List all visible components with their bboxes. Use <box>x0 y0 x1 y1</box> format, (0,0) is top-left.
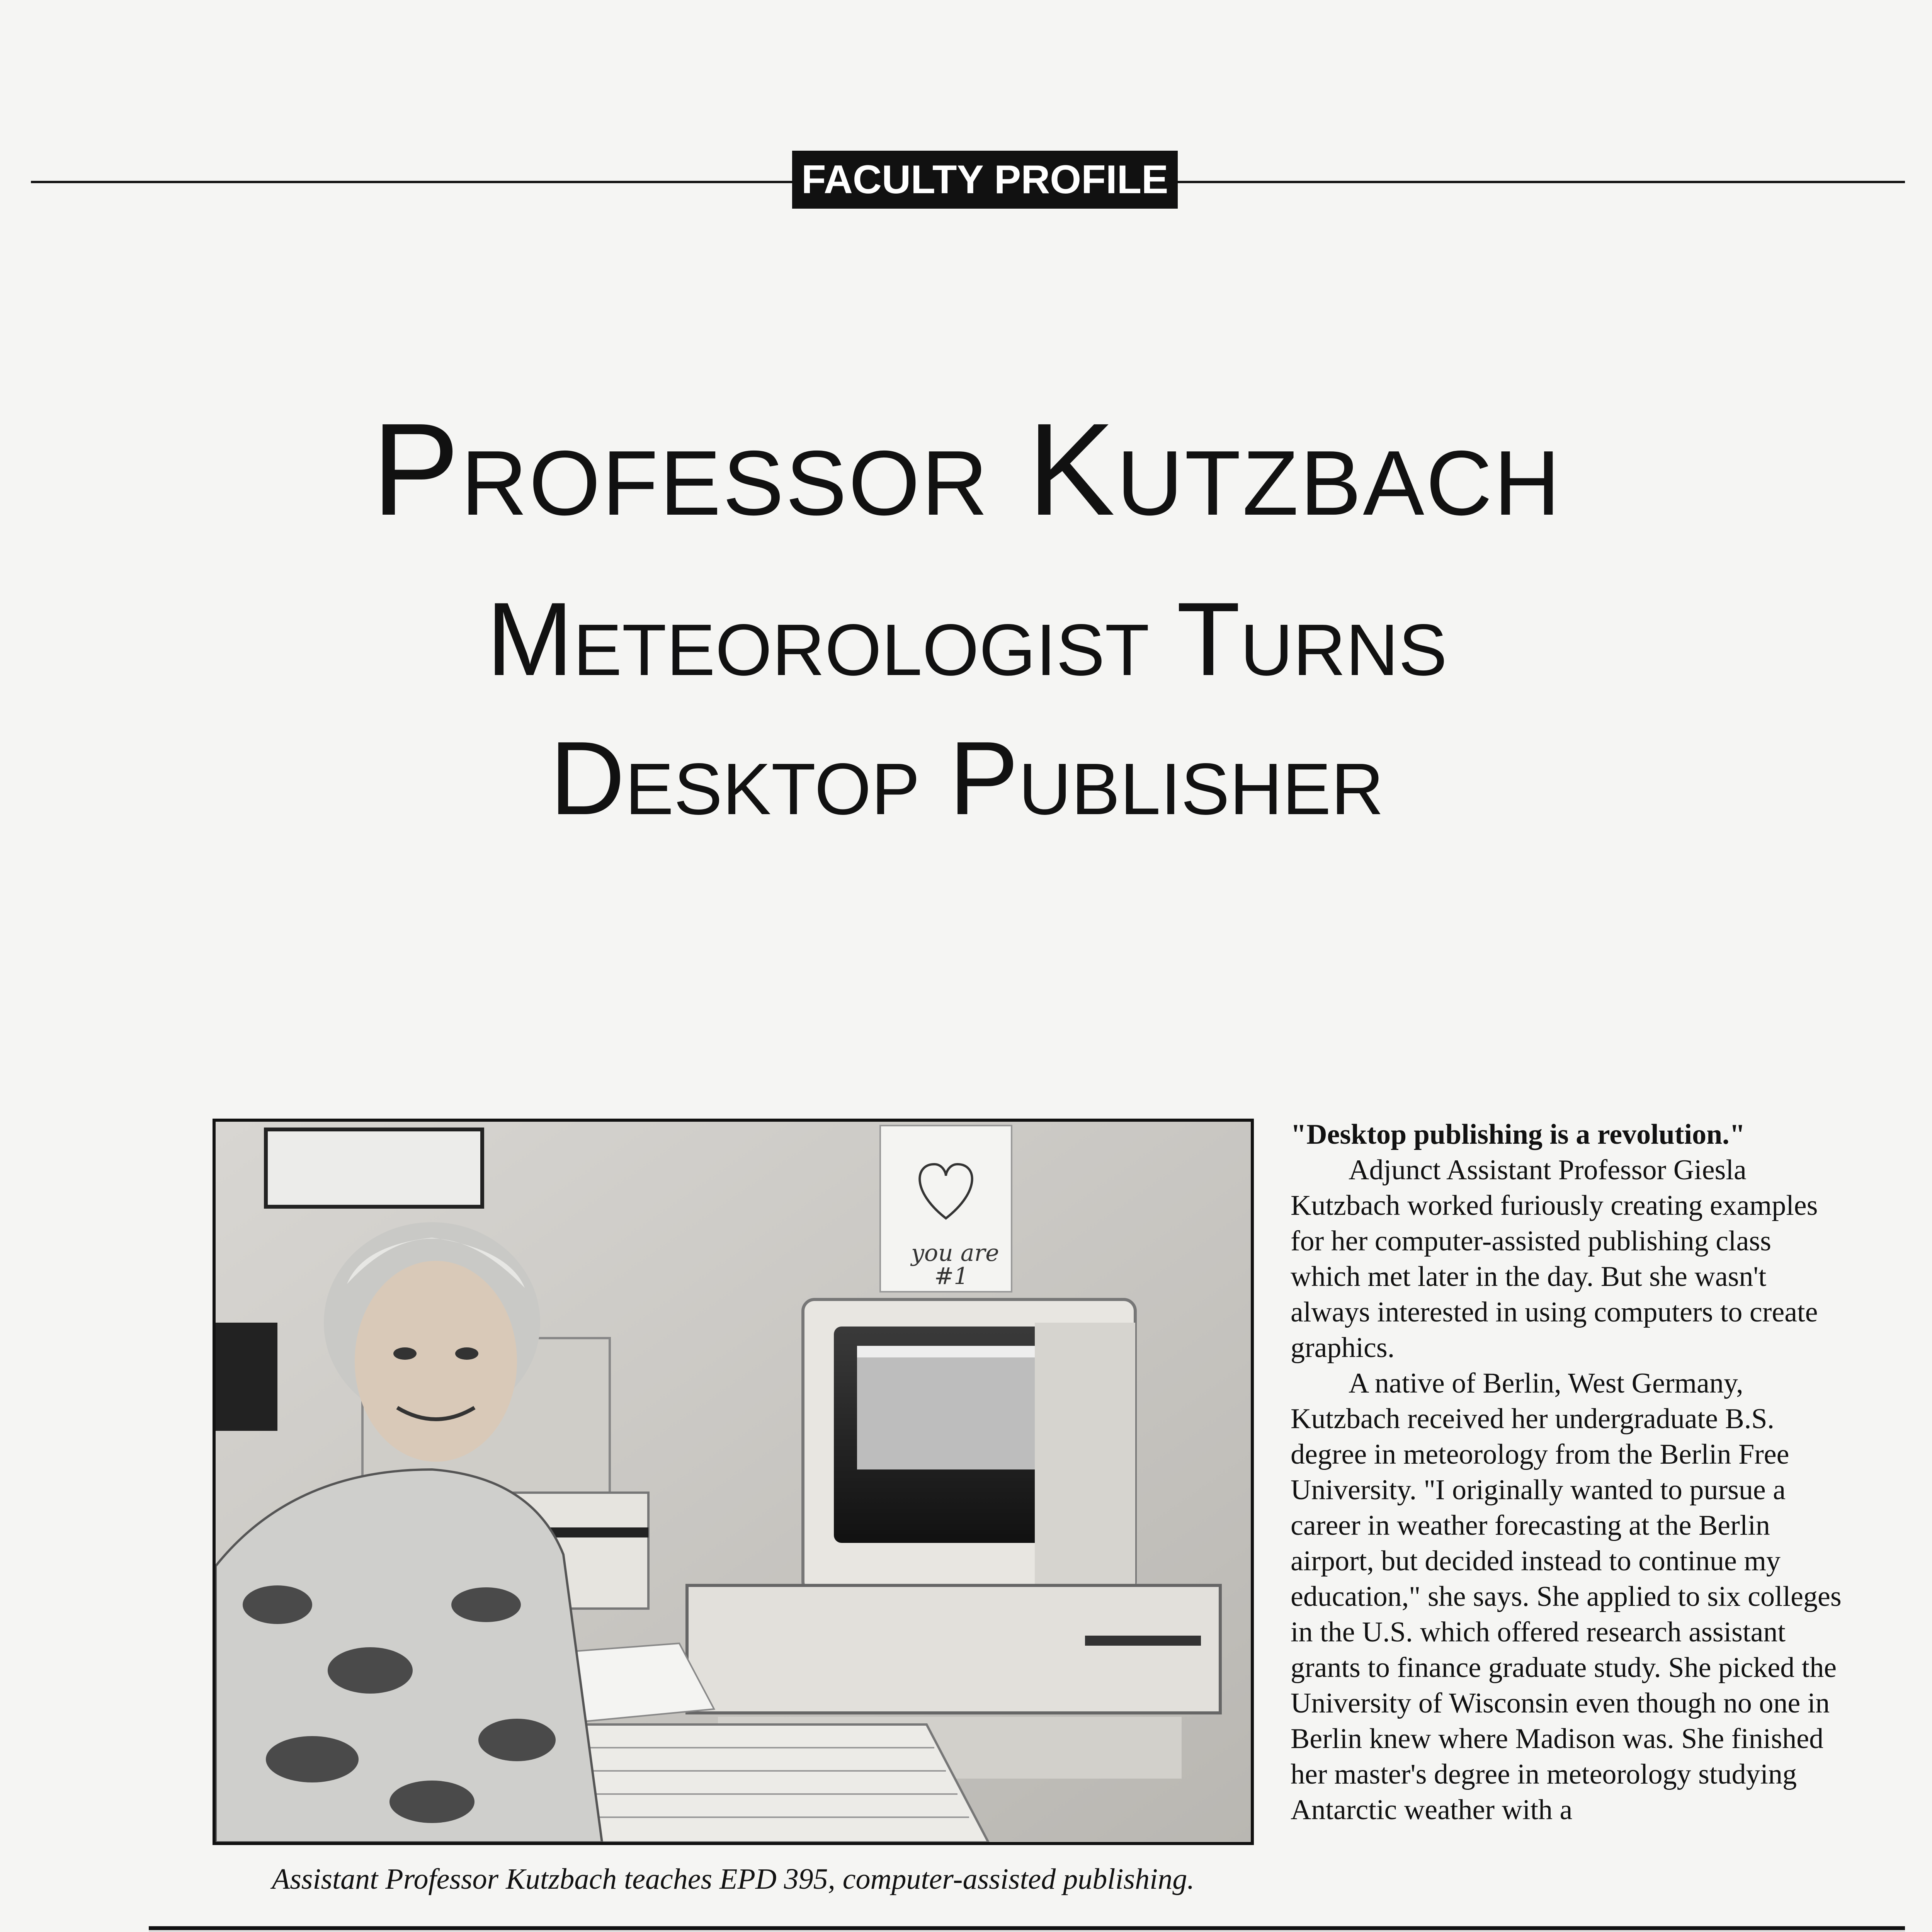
photo-caption: Assistant Professor Kutzbach teaches EPD 395, computer-assisted publishing. <box>272 1863 1195 1895</box>
headline-subtitle-line1: Meteorologist Turns <box>486 581 1447 697</box>
article-paragraph-1: Adjunct Assistant Professor Giesla Kutzbach worked furiously creating examples for her computer-assisted publishing class which met later in the day. But she wasn't always interested in using computers to create graphics. <box>1291 1154 1818 1364</box>
header-rule-right <box>1163 181 1905 183</box>
sidebar-box <box>149 1926 1905 1932</box>
headline-title: Professor Kutzbach <box>372 396 1562 543</box>
article-paragraph-2: A native of Berlin, West Germany, Kutzbach received her undergraduate B.S. degree in meteorology from the Berlin Free University. "I originally wanted to pursue a career in weather forecasting at the Berlin airport, but decided instead to continue my education," she says. She applied to six colleges in the U.S. which offered research assistant grants to finance graduate study. She picked the University of Wisconsin even though no one in Berlin knew where Madison was. She finished her master's degree in meteorology studying Antarctic weather with a <box>1291 1367 1842 1826</box>
svg-text:you are: you are <box>911 1240 999 1267</box>
photo-illustration <box>216 1122 1251 1842</box>
article-lead: "Desktop publishing is a revolution." <box>1291 1119 1745 1150</box>
headline-subtitle-line2: Desktop Publisher <box>549 720 1384 837</box>
article-column <box>1291 1117 1847 1828</box>
section-tag: FACULTY PROFILE <box>792 151 1178 209</box>
header-rule-left <box>31 181 796 183</box>
professor-photo <box>213 1119 1254 1845</box>
svg-text:#1: #1 <box>934 1263 969 1290</box>
